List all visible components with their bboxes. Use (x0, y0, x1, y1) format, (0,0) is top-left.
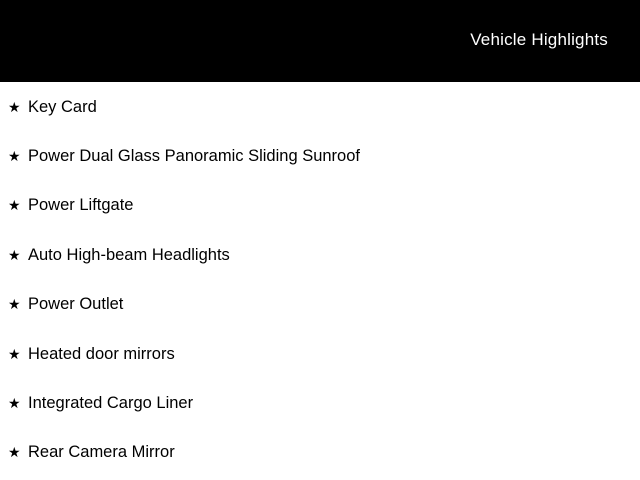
page-title: Vehicle Highlights (470, 30, 608, 49)
list-item-label: Integrated Cargo Liner (28, 394, 194, 413)
list-item-label: Power Dual Glass Panoramic Sliding Sunroof (28, 147, 360, 166)
star-icon: ★ (8, 148, 21, 165)
list-item (0, 428, 640, 477)
list-item (0, 131, 640, 180)
star-icon: ★ (8, 345, 21, 362)
list-item-label: Power Liftgate (28, 196, 134, 215)
star-icon: ★ (8, 296, 21, 313)
star-icon: ★ (8, 98, 21, 115)
list-item (0, 230, 640, 279)
star-icon: ★ (8, 395, 21, 412)
list-item-label: Power Outlet (28, 295, 124, 314)
list-item-label: Heated door mirrors (28, 344, 175, 363)
highlights-list (0, 82, 640, 477)
star-icon: ★ (8, 444, 21, 461)
star-icon: ★ (8, 197, 21, 214)
list-item-label: Rear Camera Mirror (28, 443, 175, 462)
list-item (0, 181, 640, 230)
list-item-label: Key Card (28, 97, 97, 116)
list-item (0, 82, 640, 131)
list-item (0, 329, 640, 378)
star-icon: ★ (8, 246, 21, 263)
list-item (0, 378, 640, 427)
list-item (0, 280, 640, 329)
header-bar (0, 0, 640, 82)
list-item-label: Auto High-beam Headlights (28, 245, 230, 264)
